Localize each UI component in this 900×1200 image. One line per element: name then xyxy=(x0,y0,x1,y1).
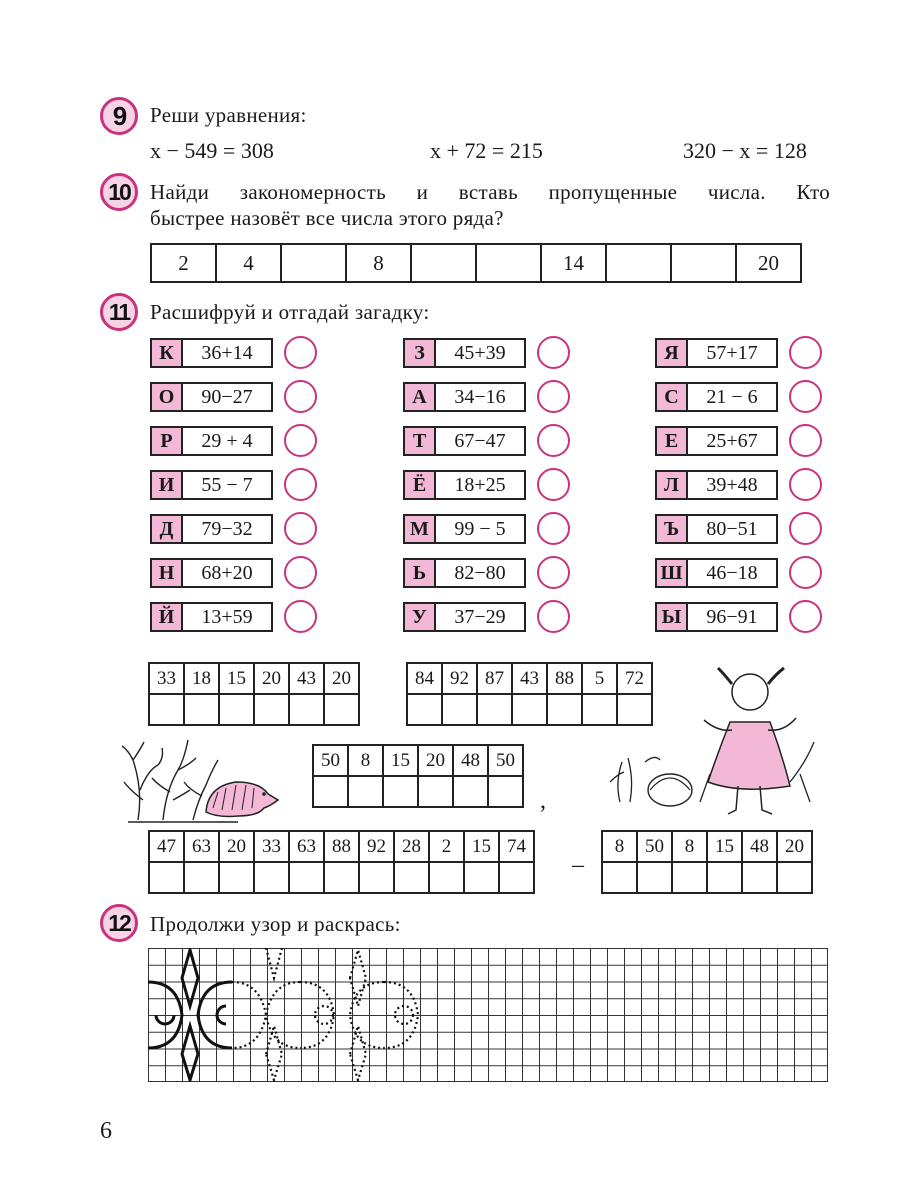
answer-number-cell: 43 xyxy=(512,663,547,694)
cipher-letter: К xyxy=(150,338,183,368)
cipher-expression: 36+14 xyxy=(181,338,273,368)
answer-word-1 xyxy=(148,662,360,726)
answer-letter-cell[interactable] xyxy=(464,862,499,893)
answer-letter-cell[interactable] xyxy=(429,862,464,893)
answer-circle[interactable] xyxy=(789,468,822,501)
cipher-letter: Ш xyxy=(655,558,688,588)
answer-circle[interactable] xyxy=(537,336,570,369)
cipher-letter: Л xyxy=(655,470,688,500)
hedgehog-illustration xyxy=(118,730,288,825)
answer-number-cell: 88 xyxy=(324,831,359,862)
answer-circle[interactable] xyxy=(284,336,317,369)
answer-number-cell: 84 xyxy=(407,663,442,694)
answer-circle[interactable] xyxy=(789,600,822,633)
sequence-cell[interactable] xyxy=(476,244,541,282)
task-10-title-line-2: быстрее назовёт все числа этого ряда? xyxy=(150,206,504,230)
answer-letter-cell[interactable] xyxy=(383,776,418,807)
cipher-expression: 37−29 xyxy=(434,602,526,632)
answer-letter-cell[interactable] xyxy=(477,694,512,725)
answer-number-cell: 20 xyxy=(219,831,254,862)
task-11-badge: 11 xyxy=(100,293,138,331)
cipher-expression: 96−91 xyxy=(686,602,778,632)
cipher-letter: О xyxy=(150,382,183,412)
answer-letter-cell[interactable] xyxy=(313,776,348,807)
answer-letter-cell[interactable] xyxy=(324,694,359,725)
answer-number-cell: 18 xyxy=(184,663,219,694)
answer-letter-cell[interactable] xyxy=(254,862,289,893)
answer-circle[interactable] xyxy=(537,380,570,413)
sequence-cell: 8 xyxy=(346,244,411,282)
answer-letter-cell[interactable] xyxy=(672,862,707,893)
answer-number-cell: 88 xyxy=(547,663,582,694)
answer-number-cell: 5 xyxy=(582,663,617,694)
answer-letter-cell[interactable] xyxy=(348,776,383,807)
answer-letter-cell[interactable] xyxy=(512,694,547,725)
answer-letter-cell[interactable] xyxy=(394,862,429,893)
sequence-cell: 2 xyxy=(151,244,216,282)
answer-letter-cell[interactable] xyxy=(219,694,254,725)
cipher-expression: 21 − 6 xyxy=(686,382,778,412)
sequence-table xyxy=(150,243,802,283)
answer-number-cell: 8 xyxy=(348,745,383,776)
cipher-letter: Я xyxy=(655,338,688,368)
cipher-expression: 29 + 4 xyxy=(181,426,273,456)
answer-number-cell: 20 xyxy=(324,663,359,694)
answer-number-cell: 63 xyxy=(289,831,324,862)
task-10-badge: 10 xyxy=(100,173,138,211)
task-11-title: Расшифруй и отгадай загадку: xyxy=(150,300,430,324)
sequence-cell[interactable] xyxy=(281,244,346,282)
answer-number-cell: 74 xyxy=(499,831,534,862)
cipher-letter: З xyxy=(403,338,436,368)
cipher-expression: 13+59 xyxy=(181,602,273,632)
sequence-cell[interactable] xyxy=(411,244,476,282)
sequence-cell[interactable] xyxy=(671,244,736,282)
answer-number-cell: 20 xyxy=(777,831,812,862)
answer-circle[interactable] xyxy=(789,556,822,589)
pattern-sample xyxy=(148,948,438,1082)
cipher-letter: Ъ xyxy=(655,514,688,544)
cipher-expression: 34−16 xyxy=(434,382,526,412)
cipher-expression: 39+48 xyxy=(686,470,778,500)
cipher-expression: 68+20 xyxy=(181,558,273,588)
answer-number-cell: 15 xyxy=(383,745,418,776)
cipher-letter: Ё xyxy=(403,470,436,500)
dash: – xyxy=(572,852,584,878)
answer-letter-cell[interactable] xyxy=(324,862,359,893)
answer-word-5 xyxy=(601,830,813,894)
cipher-expression: 90−27 xyxy=(181,382,273,412)
answer-word-4 xyxy=(148,830,535,894)
sequence-cell: 14 xyxy=(541,244,606,282)
answer-number-cell: 50 xyxy=(637,831,672,862)
equation-3[interactable]: 320 − x = 128 xyxy=(683,138,807,163)
answer-circle[interactable] xyxy=(789,512,822,545)
answer-letter-cell[interactable] xyxy=(184,694,219,725)
task-12-badge: 12 xyxy=(100,904,138,942)
cipher-letter: Т xyxy=(403,426,436,456)
answer-letter-cell[interactable] xyxy=(488,776,523,807)
answer-number-cell: 15 xyxy=(464,831,499,862)
cipher-expression: 57+17 xyxy=(686,338,778,368)
answer-circle[interactable] xyxy=(284,424,317,457)
answer-letter-cell[interactable] xyxy=(149,862,184,893)
answer-number-cell: 48 xyxy=(453,745,488,776)
cipher-expression: 25+67 xyxy=(686,426,778,456)
answer-number-cell: 15 xyxy=(707,831,742,862)
answer-letter-cell[interactable] xyxy=(407,694,442,725)
answer-letter-cell[interactable] xyxy=(453,776,488,807)
answer-number-cell: 92 xyxy=(359,831,394,862)
cipher-letter: М xyxy=(403,514,436,544)
answer-letter-cell[interactable] xyxy=(742,862,777,893)
answer-word-3 xyxy=(312,744,524,808)
answer-letter-cell[interactable] xyxy=(442,694,477,725)
answer-letter-cell[interactable] xyxy=(602,862,637,893)
answer-number-cell: 8 xyxy=(602,831,637,862)
answer-circle[interactable] xyxy=(537,424,570,457)
cipher-expression: 55 − 7 xyxy=(181,470,273,500)
answer-number-cell: 72 xyxy=(617,663,652,694)
answer-letter-cell[interactable] xyxy=(777,862,812,893)
answer-number-cell: 48 xyxy=(742,831,777,862)
answer-letter-cell[interactable] xyxy=(289,862,324,893)
answer-circle[interactable] xyxy=(789,424,822,457)
cipher-expression: 82−80 xyxy=(434,558,526,588)
answer-letter-cell[interactable] xyxy=(359,862,394,893)
cipher-letter: Д xyxy=(150,514,183,544)
answer-letter-cell[interactable] xyxy=(219,862,254,893)
answer-circle[interactable] xyxy=(789,380,822,413)
answer-letter-cell[interactable] xyxy=(707,862,742,893)
answer-letter-cell[interactable] xyxy=(637,862,672,893)
answer-number-cell: 50 xyxy=(313,745,348,776)
answer-number-cell: 2 xyxy=(429,831,464,862)
answer-number-cell: 28 xyxy=(394,831,429,862)
answer-circle[interactable] xyxy=(284,556,317,589)
cipher-letter: Ы xyxy=(655,602,688,632)
cipher-expression: 46−18 xyxy=(686,558,778,588)
answer-number-cell: 50 xyxy=(488,745,523,776)
cipher-letter: А xyxy=(403,382,436,412)
answer-number-cell: 20 xyxy=(254,663,289,694)
cipher-letter: Е xyxy=(655,426,688,456)
answer-number-cell: 15 xyxy=(219,663,254,694)
cipher-expression: 45+39 xyxy=(434,338,526,368)
cipher-expression: 79−32 xyxy=(181,514,273,544)
page-number: 6 xyxy=(100,1118,112,1144)
cipher-expression: 99 − 5 xyxy=(434,514,526,544)
cipher-expression: 80−51 xyxy=(686,514,778,544)
answer-number-cell: 87 xyxy=(477,663,512,694)
cipher-letter: Й xyxy=(150,602,183,632)
answer-circle[interactable] xyxy=(789,336,822,369)
answer-circle[interactable] xyxy=(537,556,570,589)
answer-number-cell: 20 xyxy=(418,745,453,776)
answer-number-cell: 43 xyxy=(289,663,324,694)
task-10-title-line-1: Найди закономерность и вставь пропущенные числа. Кто xyxy=(150,180,830,204)
cipher-letter: У xyxy=(403,602,436,632)
cipher-expression: 18+25 xyxy=(434,470,526,500)
equation-1[interactable]: x − 549 = 308 xyxy=(150,138,274,163)
task-9-title: Реши уравнения: xyxy=(150,103,307,127)
answer-letter-cell[interactable] xyxy=(254,694,289,725)
girl-illustration xyxy=(600,662,830,822)
answer-number-cell: 47 xyxy=(149,831,184,862)
answer-circle[interactable] xyxy=(537,600,570,633)
sequence-cell: 20 xyxy=(736,244,801,282)
answer-letter-cell[interactable] xyxy=(289,694,324,725)
cipher-letter: И xyxy=(150,470,183,500)
cipher-expression: 67−47 xyxy=(434,426,526,456)
answer-circle[interactable] xyxy=(284,380,317,413)
sequence-cell[interactable] xyxy=(606,244,671,282)
cipher-letter: С xyxy=(655,382,688,412)
equation-2[interactable]: x + 72 = 215 xyxy=(430,138,543,163)
cipher-letter: Н xyxy=(150,558,183,588)
answer-circle[interactable] xyxy=(537,512,570,545)
cipher-letter: Ь xyxy=(403,558,436,588)
answer-circle[interactable] xyxy=(284,512,317,545)
sequence-cell: 4 xyxy=(216,244,281,282)
answer-number-cell: 8 xyxy=(672,831,707,862)
answer-letter-cell[interactable] xyxy=(499,862,534,893)
comma: , xyxy=(540,788,546,814)
cipher-letter: Р xyxy=(150,426,183,456)
answer-number-cell: 92 xyxy=(442,663,477,694)
answer-letter-cell[interactable] xyxy=(184,862,219,893)
task-9-badge: 9 xyxy=(100,97,138,135)
answer-number-cell: 33 xyxy=(254,831,289,862)
task-12-title: Продолжи узор и раскрась: xyxy=(150,912,401,936)
answer-number-cell: 33 xyxy=(149,663,184,694)
answer-circle[interactable] xyxy=(284,600,317,633)
answer-letter-cell[interactable] xyxy=(418,776,453,807)
answer-circle[interactable] xyxy=(537,468,570,501)
answer-letter-cell[interactable] xyxy=(547,694,582,725)
answer-letter-cell[interactable] xyxy=(149,694,184,725)
answer-number-cell: 63 xyxy=(184,831,219,862)
answer-circle[interactable] xyxy=(284,468,317,501)
